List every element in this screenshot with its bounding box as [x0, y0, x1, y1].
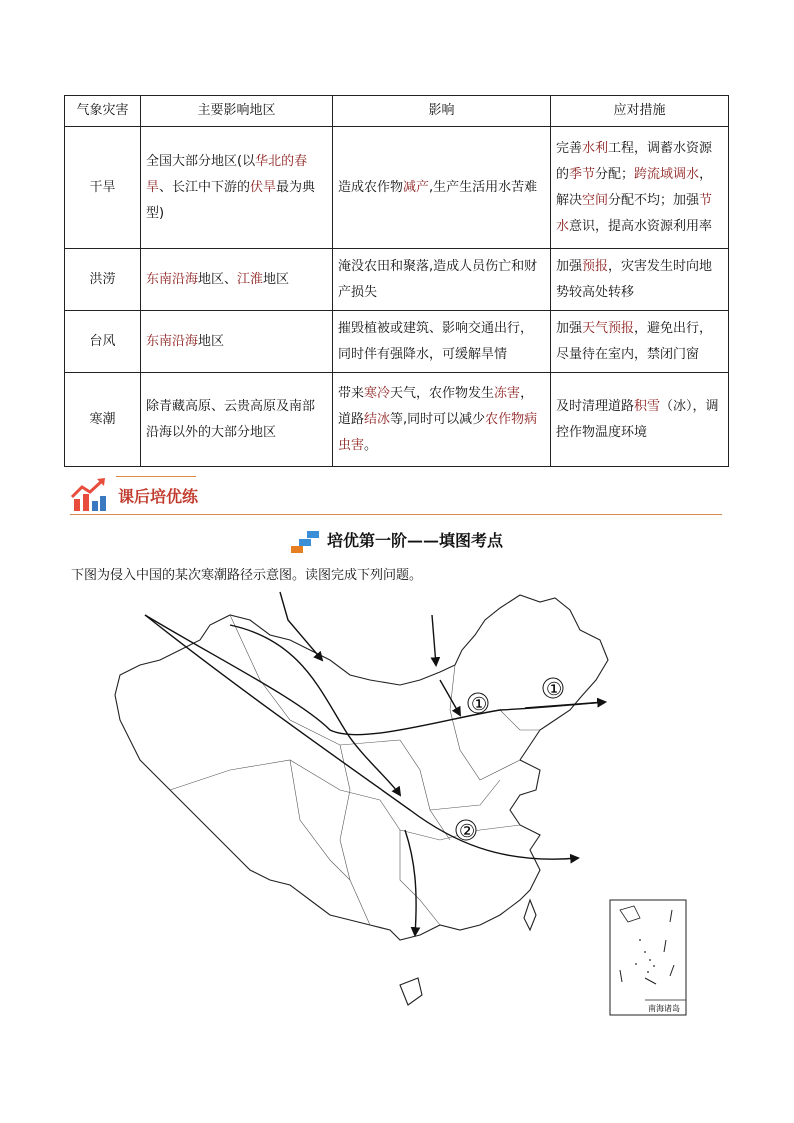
measures-cell [551, 311, 729, 373]
highlight-text: 天气预报 [582, 320, 635, 336]
impact-cell [333, 249, 551, 311]
cell-text: 加强 [556, 258, 583, 274]
highlight-text: 东南沿海 [146, 271, 199, 287]
chart-growth-icon [70, 477, 108, 513]
step-title [0, 528, 794, 553]
highlight-text: 寒冷 [364, 385, 391, 401]
question-text: 下图为侵入中国的某次寒潮路径示意图。读图完成下列问题。 [71, 568, 423, 583]
south-china-sea-inset [610, 900, 686, 1015]
cell-text: 加强 [556, 320, 583, 336]
area-cell [141, 311, 333, 373]
header-area: 主要影响地区 [141, 96, 333, 127]
cell-text: 淹没农田和聚落,造成人员伤亡和财产损失 [338, 258, 538, 300]
area-cell [141, 373, 333, 467]
cell-text: ,生产生活用水苦难 [429, 179, 538, 195]
section-title: 课后培优练 [118, 487, 199, 506]
highlight-text: 伏旱 [250, 179, 277, 195]
area-cell [141, 127, 333, 249]
cell-text: 完善 [556, 140, 583, 156]
highlight-text: 跨流域调水 [634, 166, 700, 182]
table-row [65, 311, 729, 373]
table-row [65, 373, 729, 467]
route-path-south [145, 615, 578, 859]
highlight-text: 积雪 [634, 398, 661, 414]
cell-text: 带来 [338, 385, 365, 401]
route-label-2: ② [459, 821, 476, 842]
cell-text: 、长江中下游的 [159, 179, 251, 195]
measures-cell [551, 373, 729, 467]
cell-text: 除青藏高原、云贵高原及南部沿海以外的大部分地区 [146, 398, 316, 440]
route-path-north [280, 592, 322, 660]
disaster-name-cell: 台风 [65, 311, 141, 373]
cell-text: 最为典型) [146, 179, 316, 221]
measures-cell [551, 127, 729, 249]
header-measures: 应对措施 [551, 96, 729, 127]
measures-cell [551, 249, 729, 311]
highlight-text: 预报 [582, 258, 609, 274]
highlight-text: 减产 [403, 179, 430, 195]
highlight-text: 东南沿海 [146, 333, 199, 349]
cell-text: 天气，农作物发生 [390, 385, 495, 401]
route-label-1b: ① [546, 679, 563, 700]
cell-text: 分配不均；加强 [608, 192, 700, 208]
cold-wave-route-map [100, 580, 700, 1020]
highlight-text: 华北的春旱 [146, 153, 308, 195]
route-labels [456, 678, 563, 842]
route-path-south-branch [405, 830, 416, 935]
inset-label: 南海诸岛 [648, 1004, 680, 1013]
cell-text: 全国大部分地区(以 [146, 153, 256, 169]
cell-text: ，灾害发生时向地势较高处转移 [556, 258, 713, 300]
cell-text: ，解决 [556, 166, 713, 208]
route-path-east-end [525, 702, 605, 708]
section-header [70, 475, 722, 515]
area-cell [141, 249, 333, 311]
step-title-text: 培优第一阶——填图考点 [326, 531, 503, 550]
impact-cell [333, 311, 551, 373]
cell-text: 地区、 [198, 271, 238, 287]
cell-text: 。 [364, 437, 378, 453]
cell-text: 等,同时可以减少 [390, 411, 486, 427]
highlight-text: 农作物病虫害 [338, 411, 538, 453]
cell-text: ，避免出行，尽量待在室内，禁闭门窗 [556, 320, 713, 362]
impact-cell [333, 373, 551, 467]
cell-text: ，道路 [338, 385, 534, 427]
table-row [65, 127, 729, 249]
disaster-name-cell: 洪涝 [65, 249, 141, 311]
cell-text: 摧毁植被或建筑、影响交通出行，同时伴有强降水，可缓解旱情 [338, 320, 534, 362]
header-impact: 影响 [333, 96, 551, 127]
route-path-main-east [145, 615, 605, 735]
cell-text: 分配； [595, 166, 635, 182]
header-disaster: 气象灾害 [65, 96, 141, 127]
route-path-west [230, 625, 400, 795]
cell-text: （冰），调控作物温度环境 [556, 398, 719, 440]
disaster-name-cell: 干旱 [65, 127, 141, 249]
table-header-row [65, 96, 729, 127]
steps-icon [291, 531, 321, 553]
route-path-northeast-drop [432, 615, 436, 665]
highlight-text: 季节 [569, 166, 596, 182]
disaster-table [64, 95, 729, 467]
highlight-text: 冻害 [494, 385, 521, 401]
disaster-name-cell: 寒潮 [65, 373, 141, 467]
route-label-1a: ① [471, 694, 488, 715]
highlight-text: 水利 [582, 140, 609, 156]
cell-text: 地区 [198, 333, 225, 349]
highlight-text: 空间 [582, 192, 609, 208]
china-outline [115, 595, 608, 1005]
cell-text: 地区 [263, 271, 290, 287]
highlight-text: 结冰 [364, 411, 391, 427]
cell-text: 工程，调蓄水资源的 [556, 140, 713, 182]
cell-text: 意识，提高水资源利用率 [569, 218, 713, 234]
highlight-text: 江淮 [237, 271, 264, 287]
highlight-text: 节水 [556, 192, 713, 234]
table-row [65, 249, 729, 311]
cell-text: 及时清理道路 [556, 398, 635, 414]
cell-text: 造成农作物 [338, 179, 404, 195]
cold-wave-paths [145, 592, 605, 935]
impact-cell [333, 127, 551, 249]
